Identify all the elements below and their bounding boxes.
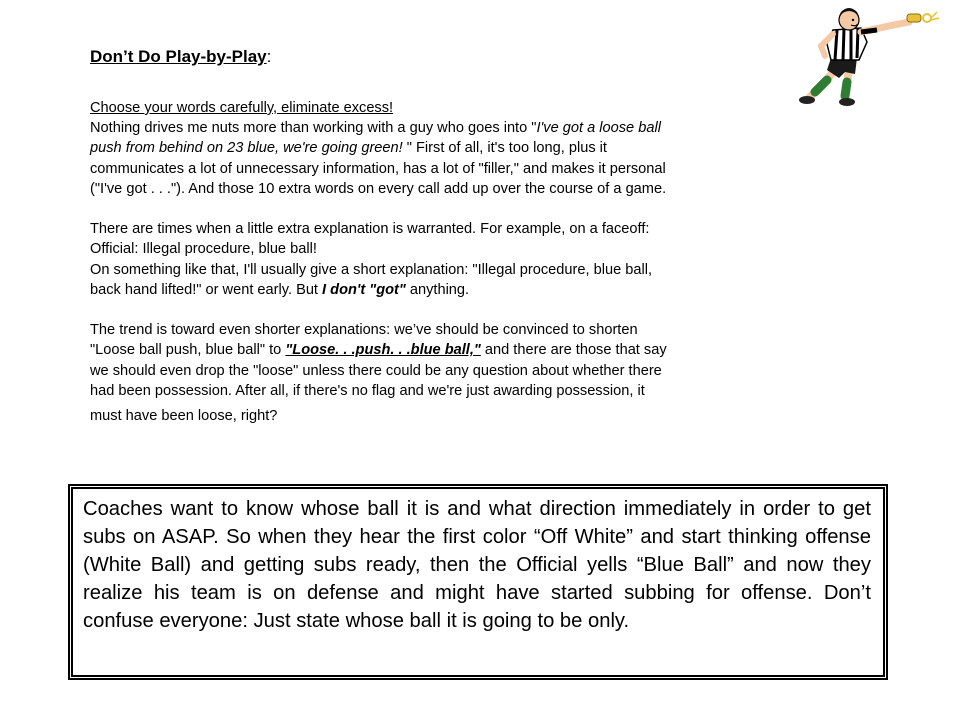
body-text bbox=[90, 98, 850, 426]
text-run: "Loose ball push, blue ball" to bbox=[90, 342, 286, 359]
body-line: On something like that, I'll usually give a short explanation: "Illegal procedure, blue ball, bbox=[90, 261, 653, 278]
intro-line: Choose your words carefully, eliminate excess! bbox=[90, 100, 394, 116]
spacer bbox=[90, 199, 850, 219]
body-line bbox=[90, 118, 850, 138]
slide-heading bbox=[90, 47, 271, 67]
body-line: The trend is toward even shorter explanations: we’ve should be convinced to shorten bbox=[90, 322, 638, 339]
heading-title: Don’t Do Play-by-Play bbox=[90, 47, 267, 66]
text-run: " First of all, it's too long, plus it bbox=[402, 140, 607, 157]
heading-colon: : bbox=[266, 47, 272, 66]
referee-whistle-icon bbox=[797, 8, 955, 108]
body-line bbox=[90, 280, 850, 300]
text-run: and there are those that say bbox=[480, 342, 667, 359]
emphasis-run: "Loose. . .push. . .blue ball," bbox=[285, 342, 481, 359]
body-line: communicates a lot of unnecessary information, has a lot of "filler," and makes it personal bbox=[90, 160, 666, 177]
body-line: ("I've got . . ."). And those 10 extra words on every call add up over the course of a game. bbox=[90, 180, 667, 197]
spacer bbox=[90, 300, 850, 320]
body-line: There are times when a little extra explanation is warranted. For example, on a faceoff: bbox=[90, 221, 650, 238]
body-line: had been possession. After all, if there's no flag and we're just awarding possession, it bbox=[90, 382, 645, 399]
text-run: back hand lifted!" or went early. But bbox=[90, 281, 323, 298]
callout-text: Coaches want to know whose ball it is and what direction immediately in order to get subs on ASAP. So when they hear the first color “Off White” and start thinking offense (White Ball) and getting subs ready, then the Official yells “Blue Ball” and now they realize his team is on defense and might have started subbing for offense. Don’t confuse everyone: Just state whose ball it is going to be only. bbox=[83, 498, 871, 632]
callout-box bbox=[68, 484, 888, 680]
body-line: we should even drop the "loose" unless there could be any question about whether there bbox=[90, 362, 662, 379]
emphasis-run: I don't "got" bbox=[322, 281, 406, 298]
quote-run: I've got a loose ball bbox=[536, 120, 661, 137]
body-line bbox=[90, 340, 850, 360]
body-line: must have been loose, right? bbox=[90, 408, 278, 425]
text-run: Nothing drives me nuts more than working with a guy who goes into " bbox=[90, 120, 537, 137]
body-line: Official: Illegal procedure, blue ball! bbox=[90, 241, 317, 258]
quote-run: push from behind on 23 blue, we're going green! bbox=[90, 140, 403, 157]
text-run: anything. bbox=[405, 281, 470, 298]
body-line bbox=[90, 138, 850, 158]
